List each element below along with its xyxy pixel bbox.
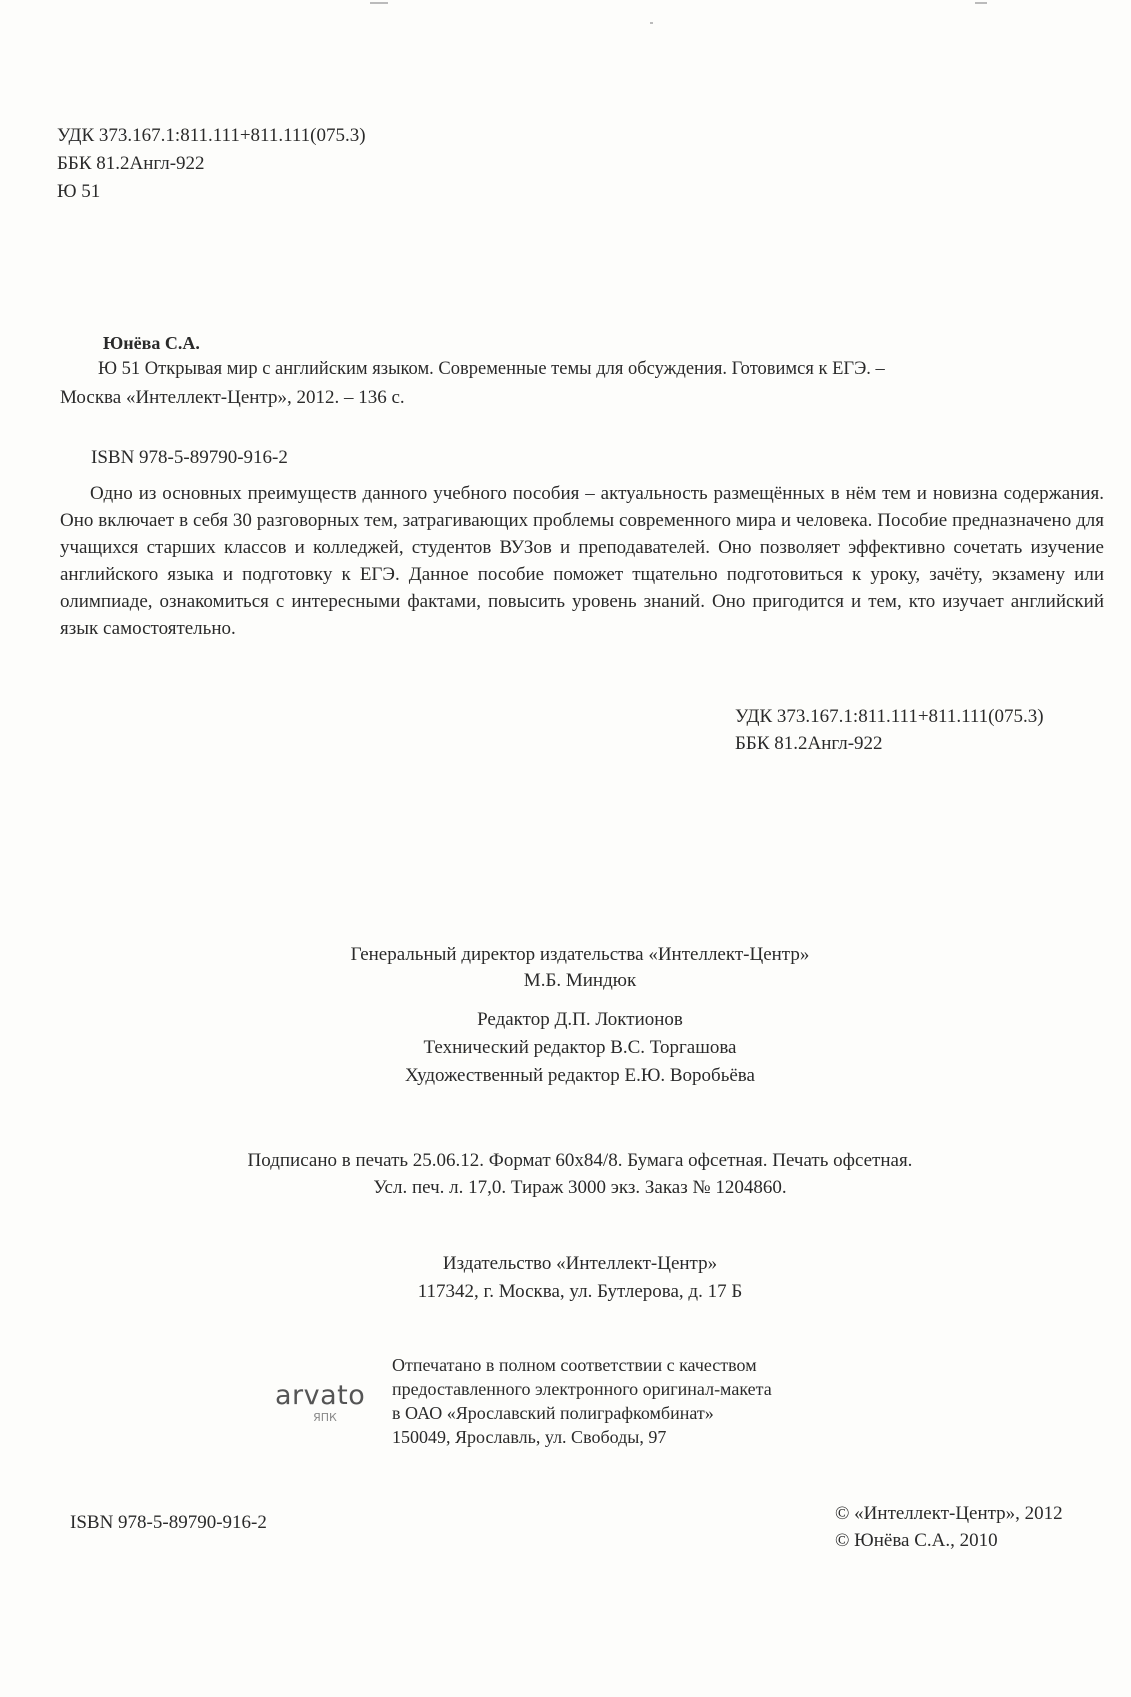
- bibliographic-entry-line1: Ю 51 Открывая мир с английским языком. Современные темы для обсуждения. Готовимся к ЕГЭ. –: [98, 359, 885, 379]
- scan-mark: [370, 2, 388, 4]
- scan-mark: [650, 22, 653, 24]
- udk-code-right: УДК 373.167.1:811.111+811.111(075.3): [735, 706, 1044, 727]
- publisher-name: Издательство «Интеллект-Центр»: [442, 1253, 718, 1274]
- author-mark: Ю 51: [57, 181, 101, 202]
- editor: Редактор Д.П. Локтионов: [477, 1009, 683, 1030]
- copyright-publisher: © «Интеллект-Центр», 2012: [835, 1503, 1063, 1524]
- bbk-code: ББК 81.2Англ-922: [57, 153, 205, 174]
- bibliographic-entry-line2: Москва «Интеллект-Центр», 2012. – 136 с.: [60, 387, 405, 408]
- arvato-logo-text: arvato: [275, 1380, 366, 1411]
- technical-editor: Технический редактор В.С. Торгашова: [423, 1037, 737, 1058]
- publisher-address: 117342, г. Москва, ул. Бутлерова, д. 17 Б: [417, 1281, 743, 1302]
- printer-line1: Отпечатано в полном соответствии с качеством: [392, 1355, 757, 1375]
- print-info-line2: Усл. печ. л. 17,0. Тираж 3000 экз. Заказ № 1204860.: [373, 1177, 787, 1198]
- arvato-logo-subtitle: ЯПК: [313, 1411, 337, 1424]
- printer-line4: 150049, Ярославль, ул. Свободы, 97: [392, 1427, 667, 1447]
- art-editor: Художественный редактор Е.Ю. Воробьёва: [405, 1065, 755, 1086]
- isbn-top: ISBN 978-5-89790-916-2: [91, 447, 288, 468]
- director-name: М.Б. Миндюк: [523, 970, 637, 991]
- print-info-line1: Подписано в печать 25.06.12. Формат 60x84/8. Бумага офсетная. Печать офсетная.: [247, 1150, 913, 1171]
- annotation-paragraph: Одно из основных преимуществ данного учебного пособия – актуальность размещённых в нём тем и новизна содержания. Оно включает в себя 30 разговорных тем, затрагивающих проблемы современного мира и человека. Пособие предназначено для учащихся старших классов и колледжей, студентов ВУЗов и преподавателей. Оно позволяет эффективно сочетать изучение английского языка и подготовку к ЕГЭ. Данное пособие поможет тщательно подготовиться к уроку, зачёту, экзамену или олимпиаде, ознакомиться с интересными фактами, повысить уровень знаний. Оно пригодится и тем, кто изучает английский язык самостоятельно.: [60, 483, 1104, 639]
- author-name: Юнёва С.А.: [103, 333, 200, 353]
- director-title: Генеральный директор издательства «Интеллект-Центр»: [350, 944, 810, 965]
- copyright-author: © Юнёва С.А., 2010: [835, 1530, 998, 1551]
- udk-code: УДК 373.167.1:811.111+811.111(075.3): [57, 125, 366, 146]
- printer-line3: в ОАО «Ярославский полиграфкомбинат»: [392, 1403, 714, 1423]
- printer-logo: [275, 1381, 375, 1425]
- scan-mark: [975, 2, 987, 4]
- printer-line2: предоставленного электронного оригинал-макета: [392, 1379, 772, 1399]
- bbk-code-right: ББК 81.2Англ-922: [735, 733, 883, 754]
- isbn-bottom: ISBN 978-5-89790-916-2: [70, 1512, 267, 1533]
